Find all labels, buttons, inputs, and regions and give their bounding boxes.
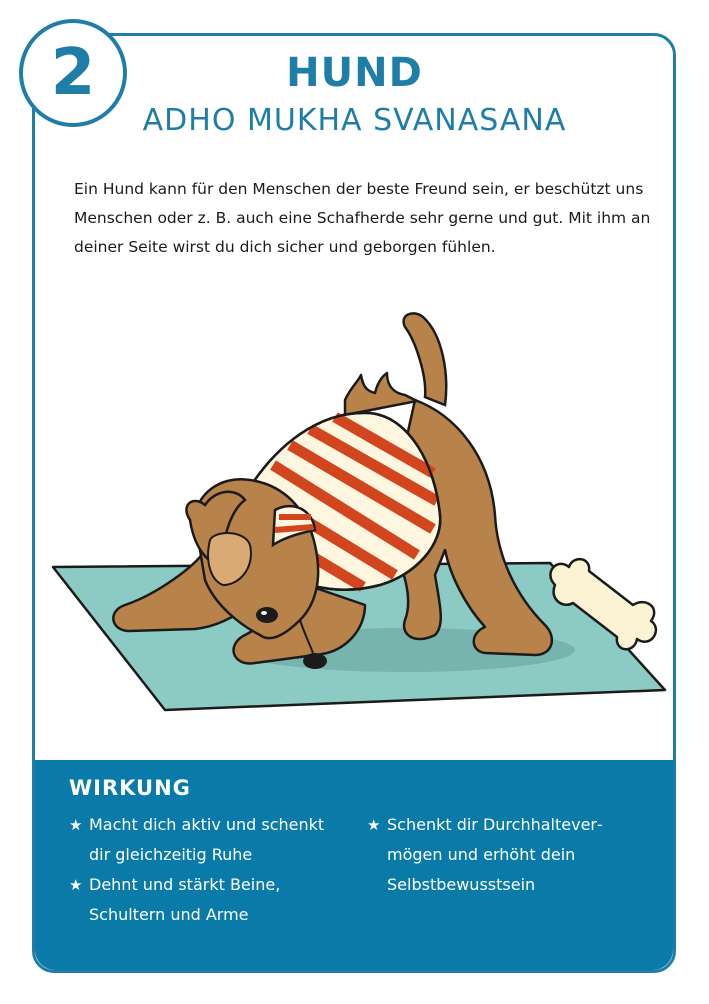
effect-text: Macht dich aktiv und schenkt dir gleichzeitig Ruhe [89, 815, 325, 864]
card-number: 2 [50, 36, 96, 110]
effects-heading: WIRKUNG [69, 776, 191, 800]
dog-eye [256, 607, 278, 623]
dog-fur [345, 373, 417, 415]
effects-panel [35, 760, 673, 970]
effect-item [69, 810, 339, 870]
dog-downward-pose-illustration [45, 305, 670, 725]
pose-sanskrit-name: ADHO MUKHA SVANASANA [142, 103, 567, 138]
star-icon: ★ [69, 816, 83, 834]
dog-tail [404, 313, 447, 405]
card-number-badge [19, 19, 127, 127]
effect-text: Schenkt dir Durchhaltevermögen und erhöht dein Selbstbewusstsein [387, 815, 603, 894]
effect-text: Dehnt und stärkt Beine, Schultern und Arme [89, 875, 281, 924]
effect-item [367, 810, 637, 900]
effects-list-left [69, 810, 339, 930]
effects-list-right [367, 810, 637, 900]
star-icon: ★ [367, 816, 381, 834]
pose-title: HUND [286, 50, 423, 96]
star-icon: ★ [69, 876, 83, 894]
pose-description: Ein Hund kann für den Menschen der beste Freund sein, er beschützt uns Menschen oder z. B. auch eine Schafherde sehr gerne und gut. Mit ihm an deiner Seite wirst du dich sicher und geborgen fühlen. [74, 180, 651, 256]
dog-nose [303, 653, 327, 669]
effect-item [69, 870, 339, 930]
